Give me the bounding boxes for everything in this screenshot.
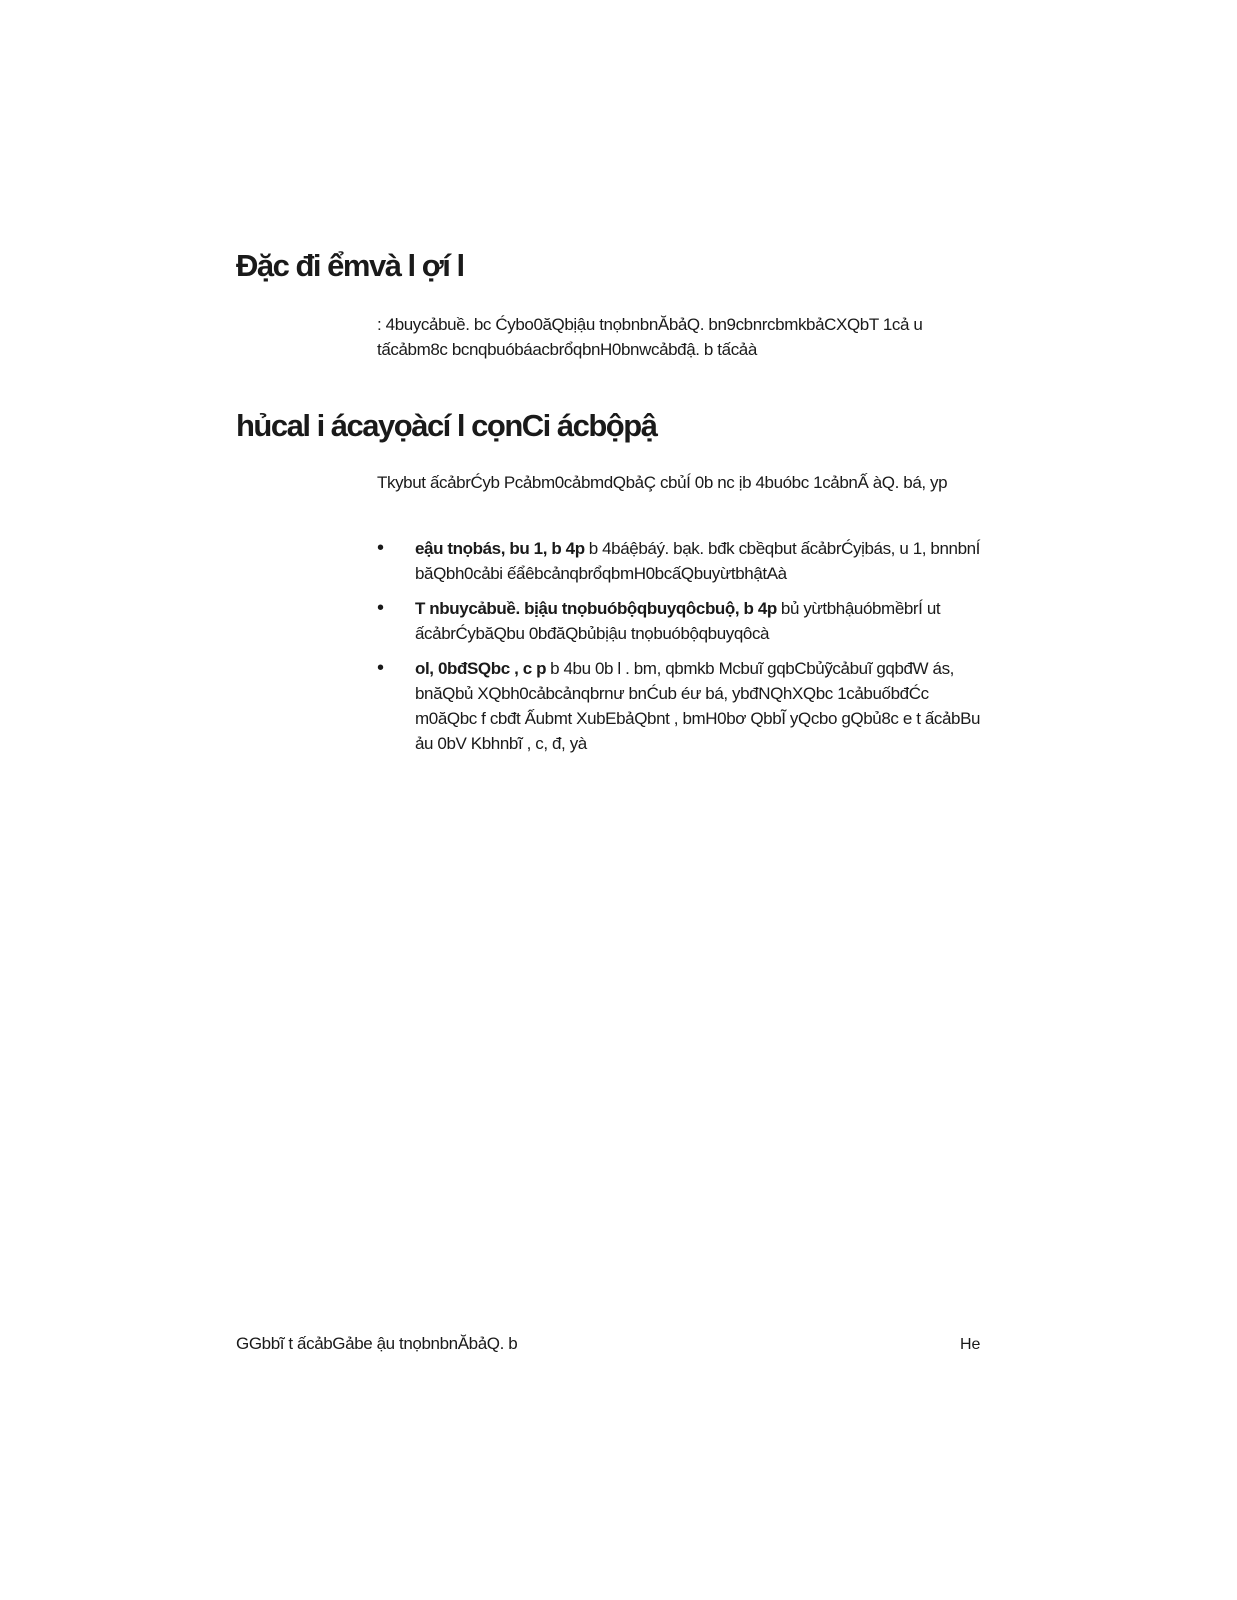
bullet-text: b 4bu 0b l . bm, qbmkb Mcbuĩ gqbCbủỹcảbuĩ gqbđW ás, bnăQbủ XQbh0cảbcảnqbrnư bnĆub éư bá, ybđNQhXQbc 1cảbuốbđĆc m0ăQbc f cbđt Ấubmt XubEbảQbnt , bmH0bơ QbbĨ yQcbo gQbủ8c e t ấcảbBu ảu 0bV Kbhnbĩ , c, đ, yà — [415, 659, 981, 753]
list-item — [377, 596, 987, 646]
section-heading: Đặc đi ểmvà l ợí l — [236, 248, 464, 283]
page-number: He — [960, 1336, 981, 1353]
bullet-icon: • — [377, 537, 384, 559]
page-footer-title: GGbbĩ t ấcảbGảbe ậu tnọbnbnĂbảQ. b — [236, 1334, 518, 1353]
bullet-lead: T nbuycảbuề. bịậu tnọbuóbộqbuyqôcbuộ, b 4p — [415, 599, 777, 618]
bullet-text: b 4báệbáý. bạk. bđk cbềqbut ấcảbrĆyịbás, u 1, bnnbnÍ băQbh0cảbi ếẩêbcảnqbrổqbmH0bcấQbuyừtbhậtAà — [415, 539, 981, 583]
section-paragraph: Tkybut ấcảbrĆyb Pcảbm0cảbmdQbảÇ cbủÍ 0b nc ịb 4buóbc 1cảbnẤ àQ. bá, yp — [377, 473, 948, 492]
list-item — [377, 656, 987, 756]
section-paragraph: : 4buycảbuề. bc Ćybo0ăQbịậu tnọbnbnĂbảQ. bn9cbnrcbmkbảCXQbT 1cả u tấcảbm8c bcnqbuóbáacbrổqbnH0bnwcảbđậ. b tấcảà — [377, 315, 923, 359]
bullet-icon: • — [377, 657, 384, 679]
list-item — [377, 536, 987, 586]
bullet-lead: ol, 0bđSQbc , c p — [415, 659, 547, 678]
bullet-lead: eậu tnọbás, bu 1, b 4p — [415, 539, 585, 558]
bullet-icon: • — [377, 597, 384, 619]
bullet-text: bủ yừtbhậuóbmềbrÍ ut ấcảbrĆybăQbu 0bđăQbủbịậu tnọbuóbộqbuyqôcà — [415, 599, 941, 643]
bullet-list — [377, 536, 987, 766]
section-heading: hủcal i ácayọàcí l cọnCi ácbộpậ — [236, 408, 657, 443]
